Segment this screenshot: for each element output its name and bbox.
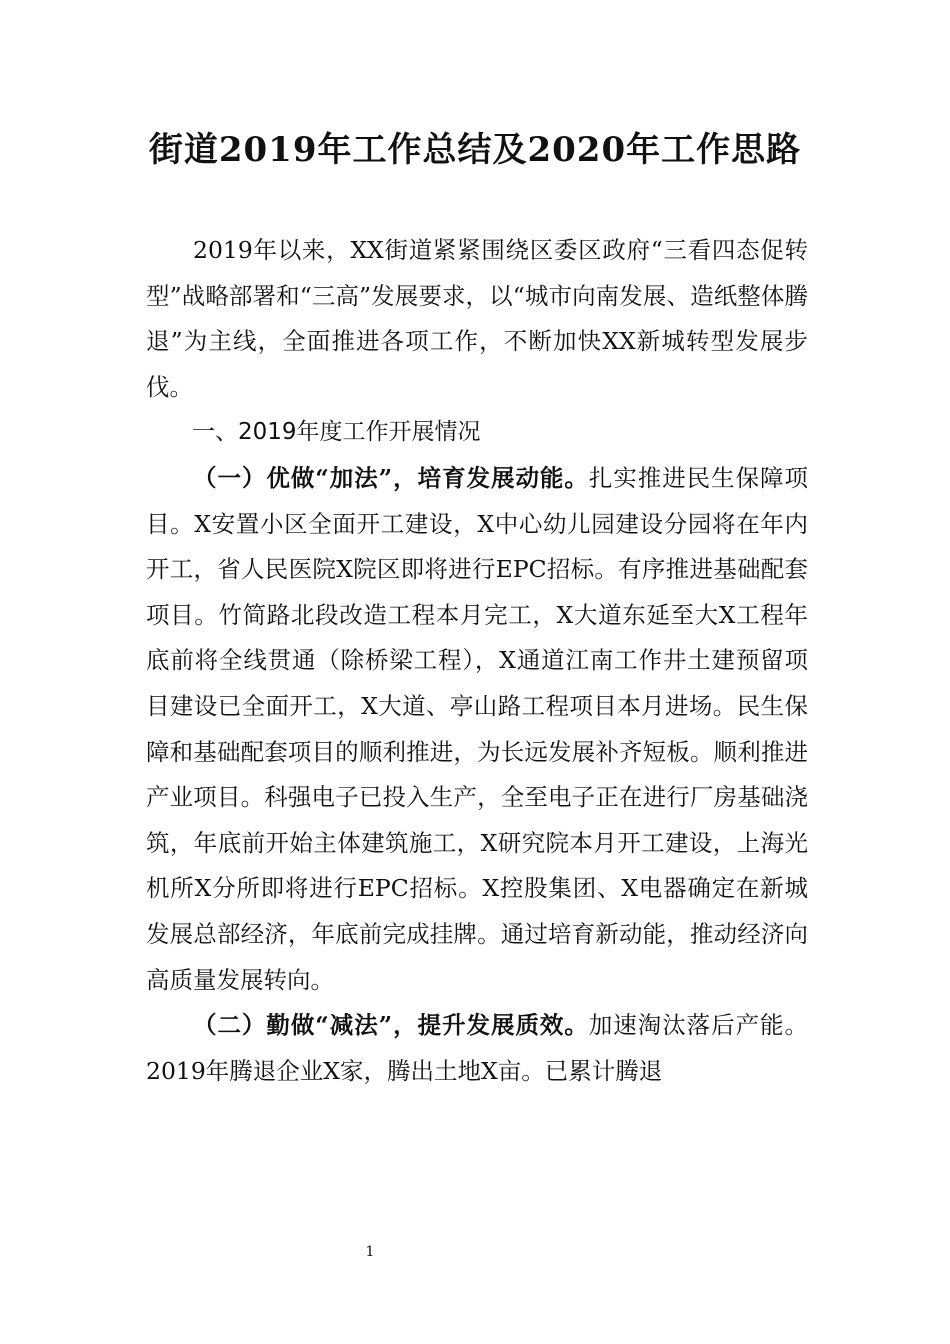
subsection-1-paragraph xyxy=(146,456,808,1003)
document-body xyxy=(146,228,808,1094)
subsection-2-heading: （二）勤做“减法”，提升发展质效。 xyxy=(193,1011,589,1040)
subsection-2-text: 加速淘汰落后产能。2019年腾退企业X家，腾出土地X亩。已累计腾退 xyxy=(146,1011,808,1085)
subsection-1-heading: （一）优做“加法”，培育发展动能。 xyxy=(193,463,589,492)
subsection-1-text: 扎实推进民生保障项目。X安置小区全面开工建设，X中心幼儿园建设分园将在年内开工，省人民医院X院区即将进行EPC招标。有序推进基础配套项目。竹简路北段改造工程本月完工，X大道东延至大X工程年底前将全线贯通（除桥梁工程），X通道江南工作井土建预留项目建设已全面开工，X大道、亭山路工程项目本月进场。民生保障和基础配套项目的顺利推进，为长远发展补齐短板。顺利推进产业项目。科强电子已投入生产，全至电子正在进行厂房基础浇筑，年底前开始主体建筑施工，X研究院本月开工建设，上海光机所X分所即将进行EPC招标。X控股集团、X电器确定在新城发展总部经济，年底前完成挂牌。通过培育新动能，推动经济向高质量发展转向。 xyxy=(146,463,808,994)
subsection-2-paragraph xyxy=(146,1003,808,1094)
section-heading: 一、2019年度工作开展情况 xyxy=(192,419,481,446)
intro-paragraph: 2019年以来，XX街道紧紧围绕区委区政府“三看四态促转型”战略部署和“三高”发展要求，以“城市向南发展、造纸整体腾退”为主线，全面推进各项工作，不断加快XX新城转型发展步伐。 xyxy=(146,236,808,401)
document-title: 街道2019年工作总结及2020年工作思路 xyxy=(148,130,802,170)
page-number: 1 xyxy=(365,1244,375,1260)
